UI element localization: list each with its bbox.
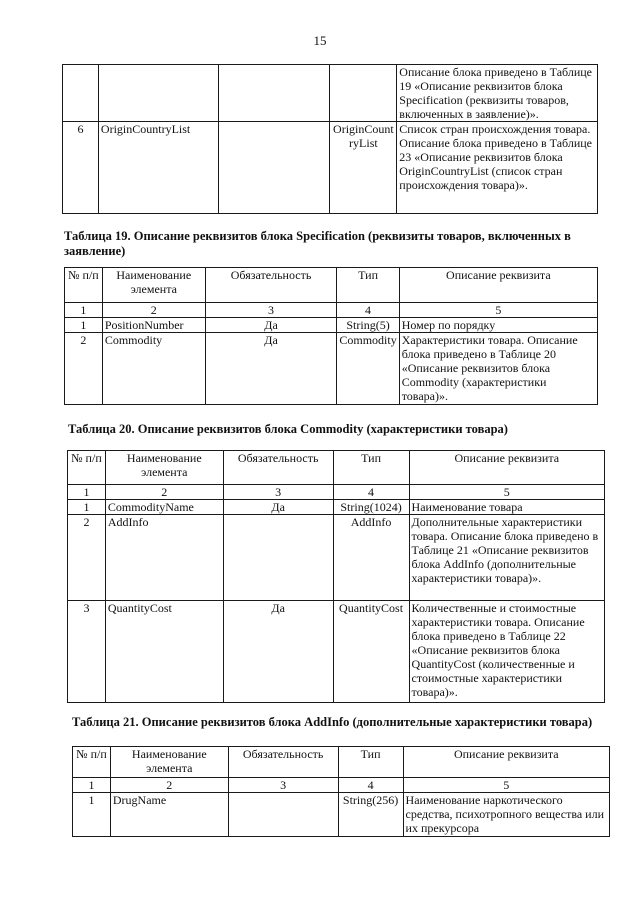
col-index: 2 xyxy=(102,303,205,318)
cell-num: 1 xyxy=(68,500,106,515)
col-index: 3 xyxy=(228,778,338,793)
cell-req: Да xyxy=(205,333,337,405)
col-name-header: Наименование элемента xyxy=(102,268,205,303)
table-row xyxy=(65,333,598,405)
header-row xyxy=(73,747,610,778)
cell-req xyxy=(218,65,330,122)
cell-num: 3 xyxy=(68,601,106,703)
table-row xyxy=(68,601,605,703)
cell-req: Да xyxy=(223,601,333,703)
page-number: 15 xyxy=(313,33,327,48)
cell-type: OriginCountryList xyxy=(330,122,397,214)
col-index: 4 xyxy=(337,303,399,318)
cell-name: PositionNumber xyxy=(102,318,205,333)
cell-num: 6 xyxy=(63,122,99,214)
cell-desc: Наименование товара xyxy=(409,500,604,515)
table20-caption: Таблица 20. Описание реквизитов блока Commodity (характеристики товара) xyxy=(68,422,508,436)
table21-caption: Таблица 21. Описание реквизитов блока AddInfo (дополнительные характеристики товара) xyxy=(72,715,593,729)
col-index: 1 xyxy=(65,303,103,318)
table-row xyxy=(68,500,605,515)
col-index: 2 xyxy=(105,485,223,500)
cell-name: AddInfo xyxy=(105,515,223,601)
cell-name: CommodityName xyxy=(105,500,223,515)
cell-name xyxy=(98,65,218,122)
cell-req: Да xyxy=(223,500,333,515)
table-row xyxy=(63,122,598,214)
cell-type: String(5) xyxy=(337,318,399,333)
col-index: 1 xyxy=(68,485,106,500)
cell-name: Commodity xyxy=(102,333,205,405)
col-index: 4 xyxy=(333,485,409,500)
header-row xyxy=(65,268,598,303)
table-row xyxy=(68,515,605,601)
table-row xyxy=(73,793,610,837)
cell-req xyxy=(218,122,330,214)
cell-num: 2 xyxy=(68,515,106,601)
col-index: 5 xyxy=(399,303,597,318)
cell-num xyxy=(63,65,99,122)
column-number-row xyxy=(73,778,610,793)
cell-name: DrugName xyxy=(110,793,228,837)
cell-req: Да xyxy=(205,318,337,333)
cell-desc: Дополнительные характеристики товара. Описание блока приведено в Таблице 21 «Описание реквизитов блока AddInfo (дополнительные характеристики товара)». xyxy=(409,515,604,601)
cell-num: 2 xyxy=(65,333,103,405)
col-req-header: Обязательность xyxy=(205,268,337,303)
column-number-row xyxy=(65,303,598,318)
column-number-row xyxy=(68,485,605,500)
cell-num: 1 xyxy=(73,793,111,837)
col-req-header: Обязательность xyxy=(228,747,338,778)
col-desc-header: Описание реквизита xyxy=(399,268,597,303)
col-index: 4 xyxy=(338,778,403,793)
cell-num: 1 xyxy=(65,318,103,333)
col-desc-header: Описание реквизита xyxy=(403,747,609,778)
cell-type xyxy=(330,65,397,122)
col-index: 5 xyxy=(403,778,609,793)
col-req-header: Обязательность xyxy=(223,451,333,485)
cell-type: String(1024) xyxy=(333,500,409,515)
cell-desc: Количественные и стоимостные характеристики товара. Описание блока приведено в Таблице 22 «Описание реквизитов блока QuantityCost (количественные и стоимостные характеристики товара)». xyxy=(409,601,604,703)
col-num-header: № п/п xyxy=(73,747,111,778)
table21 xyxy=(72,746,610,837)
cell-req xyxy=(228,793,338,837)
col-index: 5 xyxy=(409,485,604,500)
col-index: 3 xyxy=(205,303,337,318)
table19-caption: Таблица 19. Описание реквизитов блока Specification (реквизиты товаров, включенных в заявление) xyxy=(64,229,571,258)
cell-desc: Номер по порядку xyxy=(399,318,597,333)
cell-name: OriginCountryList xyxy=(98,122,218,214)
table-row xyxy=(65,318,598,333)
cell-desc: Наименование наркотического средства, психотропного вещества или их прекурсора xyxy=(403,793,609,837)
cell-type: String(256) xyxy=(338,793,403,837)
col-index: 3 xyxy=(223,485,333,500)
col-num-header: № п/п xyxy=(65,268,103,303)
col-index: 1 xyxy=(73,778,111,793)
table-row xyxy=(63,65,598,122)
col-type-header: Тип xyxy=(337,268,399,303)
col-num-header: № п/п xyxy=(68,451,106,485)
col-type-header: Тип xyxy=(333,451,409,485)
header-row xyxy=(68,451,605,485)
cell-req xyxy=(223,515,333,601)
col-name-header: Наименование элемента xyxy=(105,451,223,485)
continuation-table xyxy=(62,64,598,214)
cell-desc: Характеристики товара. Описание блока приведено в Таблице 20 «Описание реквизитов блока Commodity (характеристики товара)». xyxy=(399,333,597,405)
cell-type: Commodity xyxy=(337,333,399,405)
cell-type: AddInfo xyxy=(333,515,409,601)
cell-name: QuantityCost xyxy=(105,601,223,703)
cell-desc: Описание блока приведено в Таблице 19 «Описание реквизитов блока Specification (реквизиты товаров, включенных в заявление)». xyxy=(397,65,598,122)
cell-type: QuantityCost xyxy=(333,601,409,703)
col-index: 2 xyxy=(110,778,228,793)
col-desc-header: Описание реквизита xyxy=(409,451,604,485)
cell-desc: Список стран происхождения товара. Описание блока приведено в Таблице 23 «Описание реквизитов блока OriginCountryList (список стран происхождения товара)». xyxy=(397,122,598,214)
col-name-header: Наименование элемента xyxy=(110,747,228,778)
table19 xyxy=(64,267,598,405)
col-type-header: Тип xyxy=(338,747,403,778)
table20 xyxy=(67,450,605,703)
